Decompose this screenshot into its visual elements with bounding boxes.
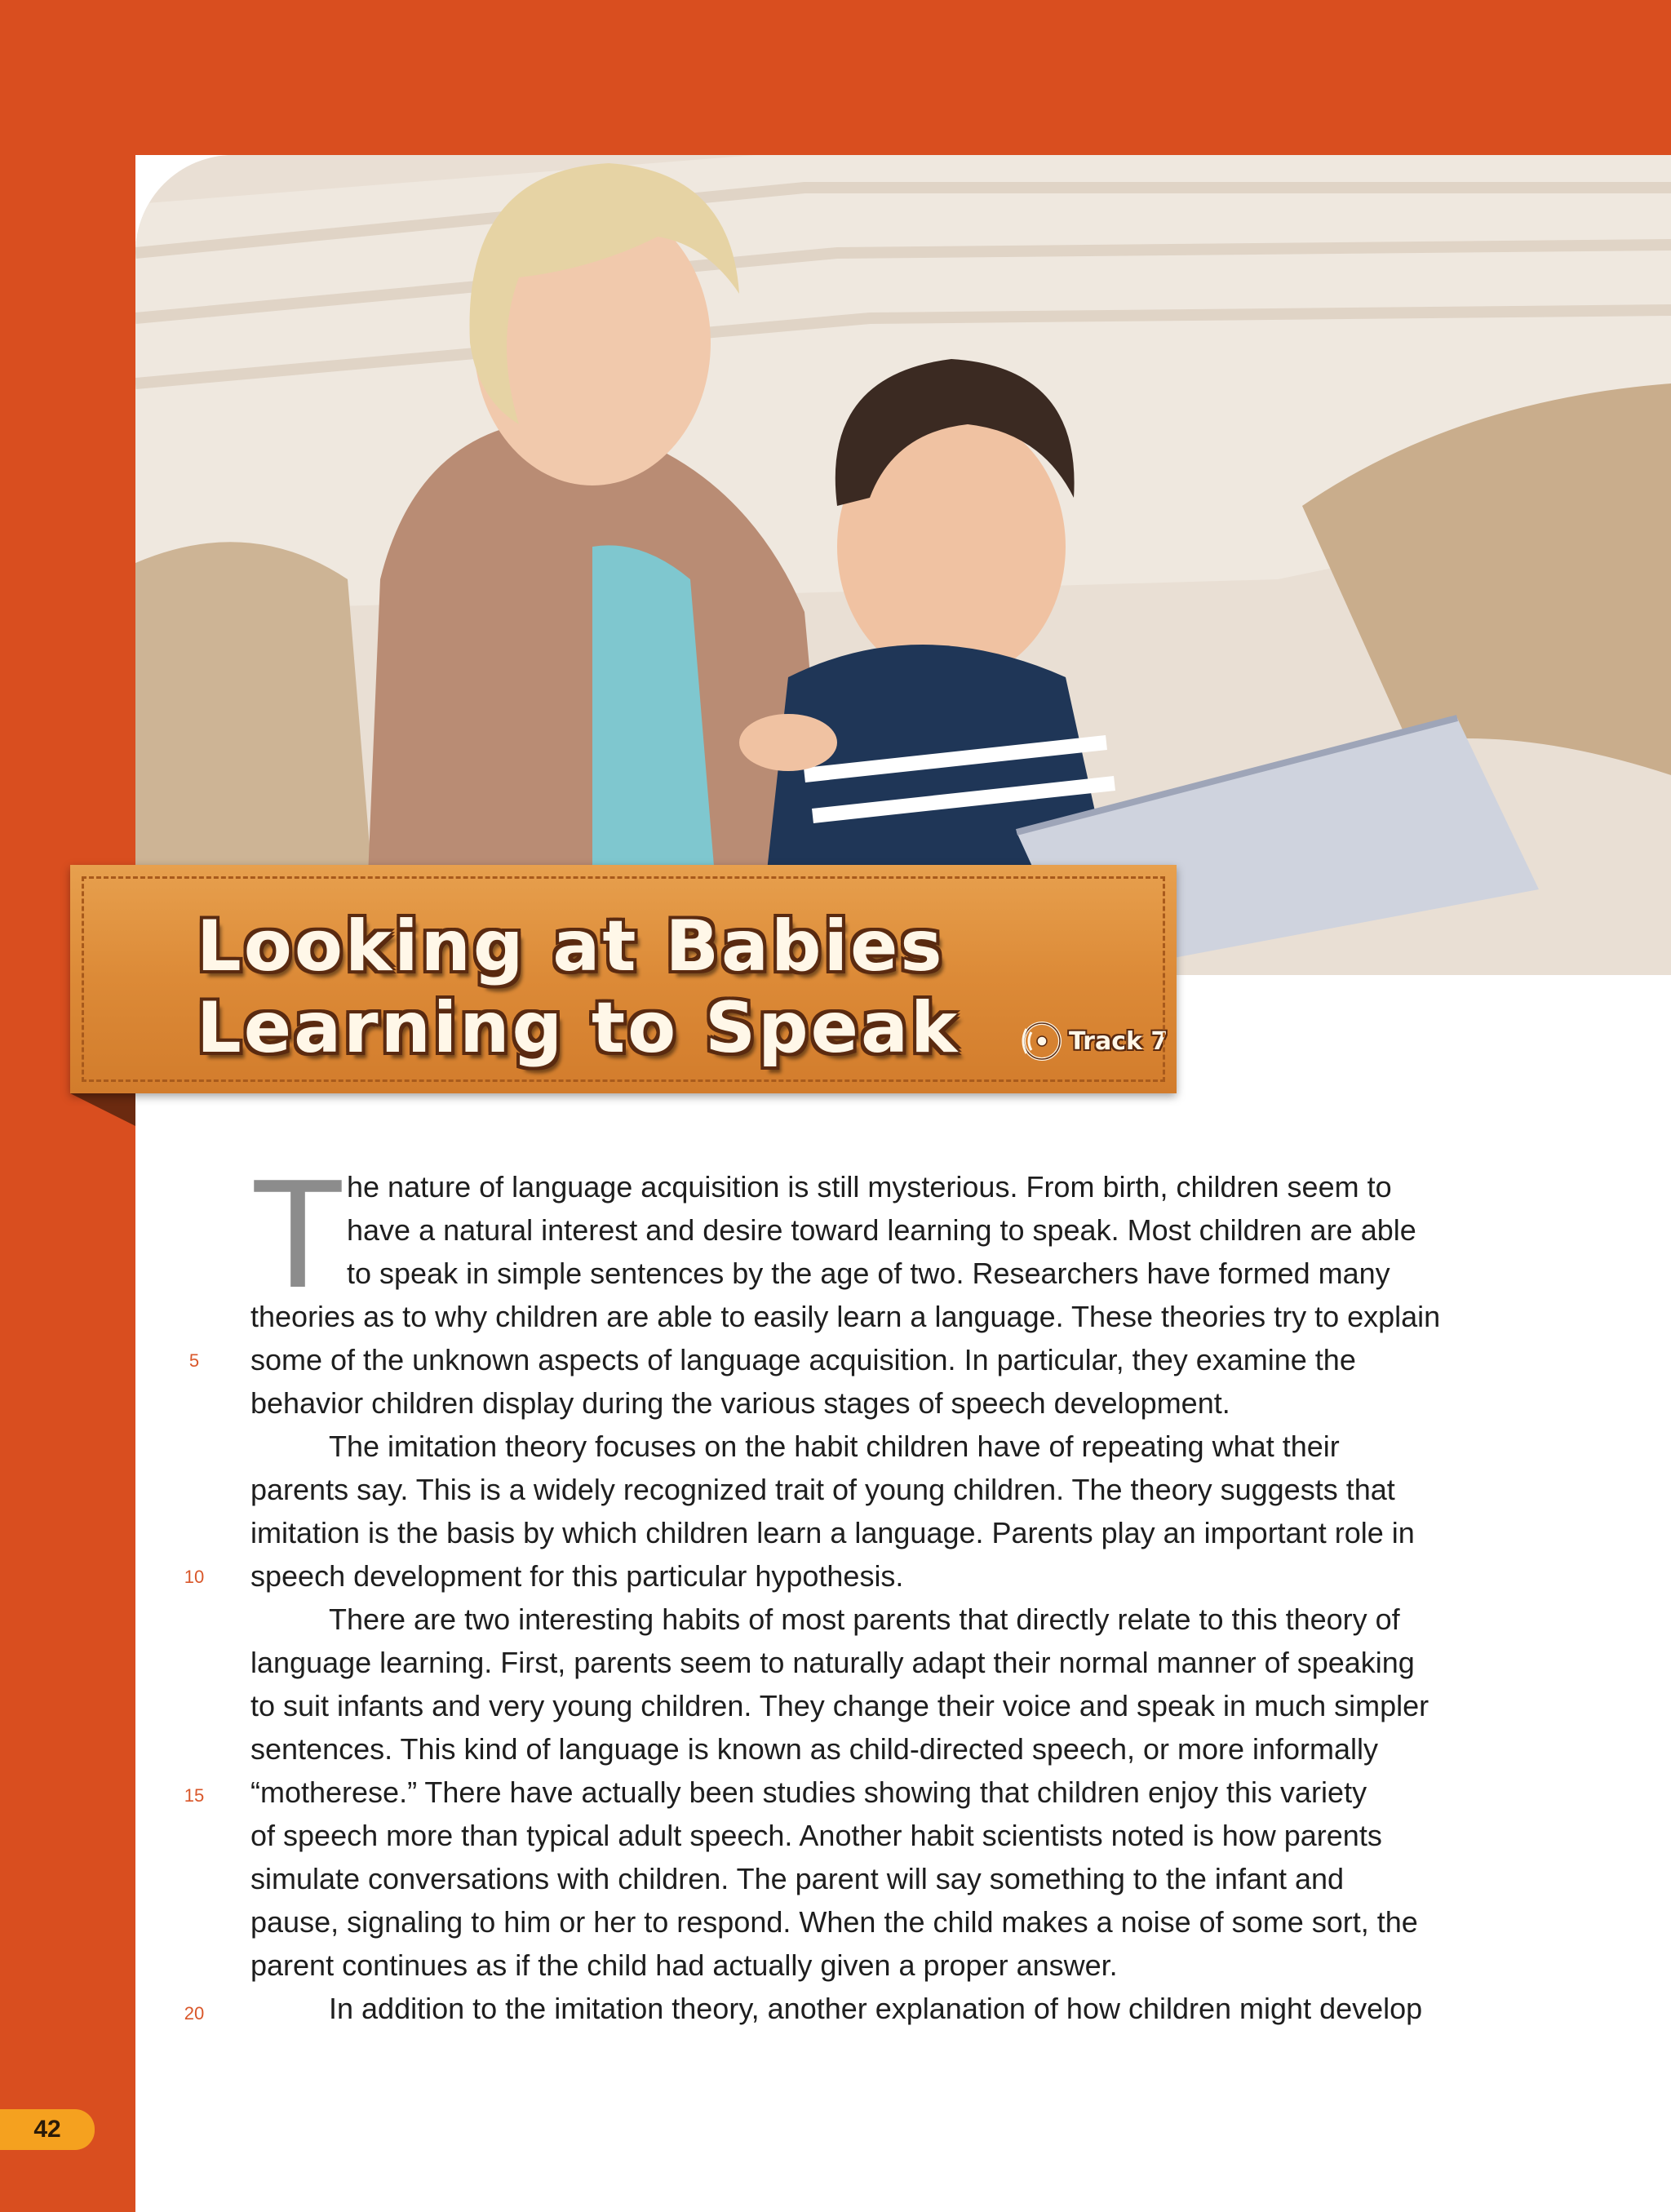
article-line: he nature of language acquisition is still mysterious. From birth, children seem to <box>347 1170 1392 1204</box>
article-line: to speak in simple sentences by the age of two. Researchers have formed many <box>347 1257 1390 1290</box>
title-line-1: Looking at Babies <box>197 906 945 987</box>
title-banner <box>70 865 1177 1093</box>
article-line: There are two interesting habits of most parents that directly relate to this theory of <box>329 1602 1400 1636</box>
article-line: speech development for this particular hypothesis. <box>250 1559 904 1593</box>
article-line: The imitation theory focuses on the habit children have of repeating what their <box>329 1430 1340 1463</box>
article-line: sentences. This kind of language is known as child-directed speech, or more informally <box>250 1732 1379 1766</box>
line-number: 5 <box>188 1350 200 1371</box>
audio-track-icon <box>1017 1016 1067 1066</box>
title-banner-fold <box>70 1093 135 1126</box>
audio-track-badge[interactable] <box>1017 1008 1168 1074</box>
article-line: to suit infants and very young children. They change their voice and speak in much simpler <box>250 1689 1429 1722</box>
line-number: 10 <box>184 1567 205 1587</box>
article-line: behavior children display during the various stages of speech development. <box>250 1386 1230 1420</box>
line-number: 20 <box>184 2003 205 2024</box>
article-line: have a natural interest and desire toward learning to speak. Most children are able <box>347 1213 1416 1247</box>
article-line: parent continues as if the child had actually given a proper answer. <box>250 1948 1118 1982</box>
article-line: “motherese.” There have actually been studies showing that children enjoy this variety <box>250 1775 1367 1809</box>
article-line: imitation is the basis by which children learn a language. Parents play an important role in <box>250 1516 1415 1549</box>
article-line: some of the unknown aspects of language acquisition. In particular, they examine the <box>250 1343 1356 1376</box>
title-line-2: Learning to Speak <box>197 987 960 1069</box>
drop-cap: T <box>250 1147 346 1320</box>
article-line: theories as to why children are able to easily learn a language. These theories try to explain <box>250 1300 1441 1333</box>
article-line: pause, signaling to him or her to respond. When the child makes a noise of some sort, the <box>250 1905 1418 1939</box>
article-line: of speech more than typical adult speech. Another habit scientists noted is how parents <box>250 1819 1382 1852</box>
article-body <box>250 1147 1523 2030</box>
hero-photo-mother-reading-to-child <box>135 155 1671 975</box>
article-line: simulate conversations with children. The parent will say something to the infant and <box>250 1862 1345 1895</box>
article-line: parents say. This is a widely recognized trait of young children. The theory suggests that <box>250 1473 1395 1506</box>
article-line: In addition to the imitation theory, another explanation of how children might develop <box>329 1992 1423 2025</box>
page-number: 42 <box>0 2109 95 2150</box>
audio-track-label: Track 7 <box>1069 1026 1168 1056</box>
top-color-band <box>0 0 1671 155</box>
article-line: language learning. First, parents seem to naturally adapt their normal manner of speaking <box>250 1646 1415 1679</box>
line-number: 15 <box>184 1785 205 1806</box>
